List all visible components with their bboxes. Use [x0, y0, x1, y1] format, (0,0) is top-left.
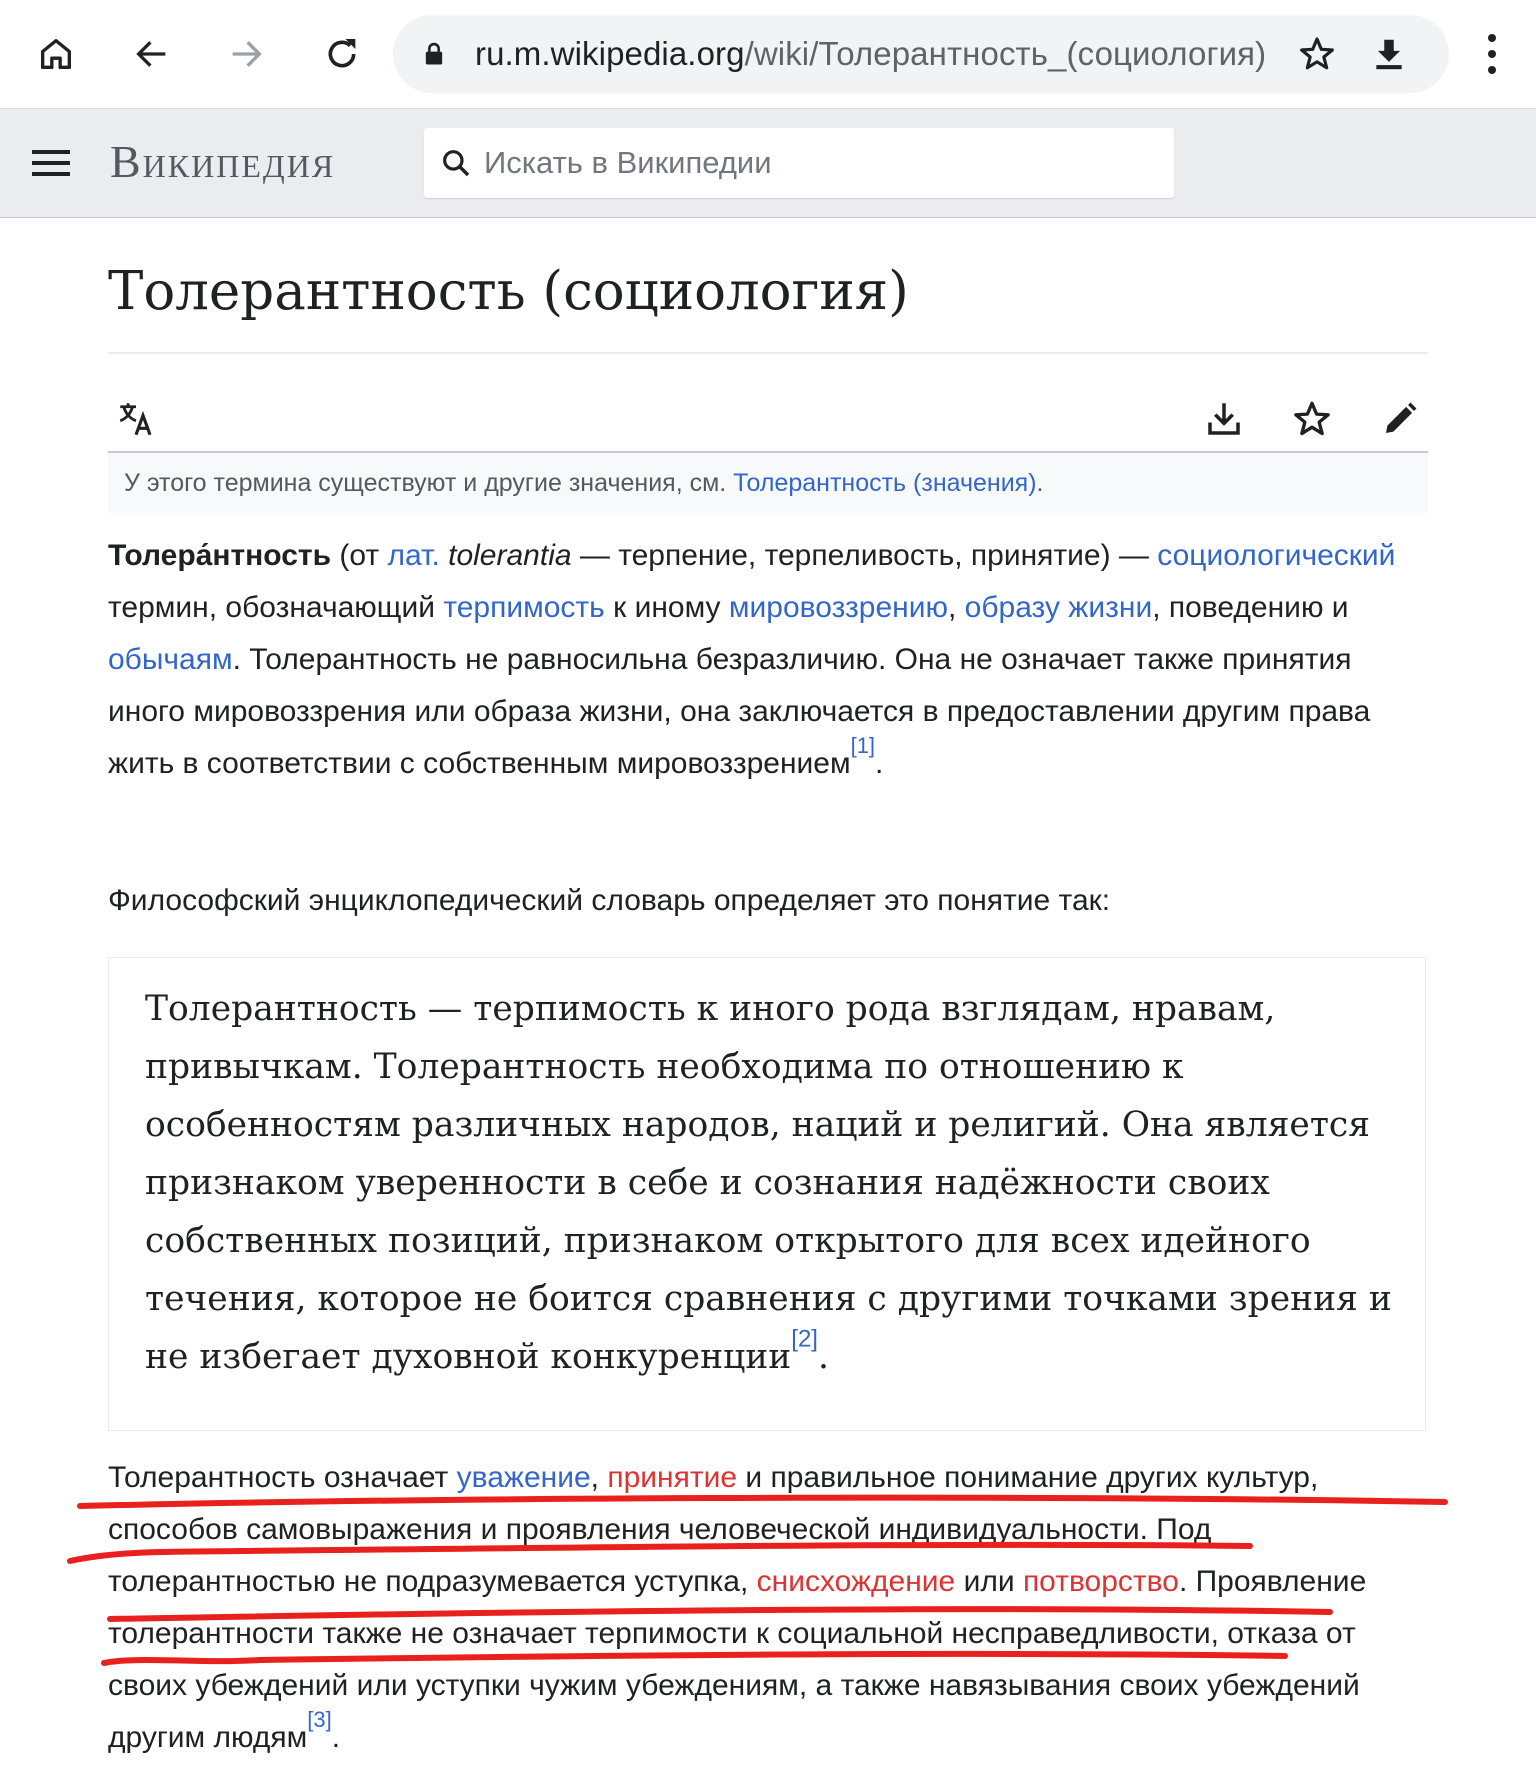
reload-icon	[322, 34, 362, 74]
reload-button[interactable]	[310, 22, 374, 86]
wiki-header	[0, 109, 1536, 218]
edit-pencil-icon	[1379, 398, 1421, 440]
url-path: /wiki/Толерантность_(социология)	[744, 35, 1267, 72]
hatnote-end: .	[1036, 469, 1044, 497]
text: ,	[590, 1461, 608, 1494]
page-actions	[108, 371, 1428, 461]
text: и правильное понимание других культур, способов самовыражения и проявления человеческой индивидуальности. Под толерантностью не подразумевается уступка,	[108, 1461, 1319, 1598]
text: . Проявление толерантности также не означает терпимости к социальной несправедливости, отказа от своих убеждений или уступки чужим убеждениям, а также навязывания своих убеждений другим людям	[108, 1565, 1367, 1754]
text: Толерантность означает	[108, 1461, 457, 1494]
download-page-button[interactable]	[1367, 32, 1411, 76]
search-icon	[440, 147, 472, 179]
text: .	[817, 1337, 829, 1377]
download-icon	[1370, 35, 1408, 73]
reference-2[interactable]: [2]	[791, 1325, 818, 1353]
wikipedia-logo[interactable]: Википедия	[110, 136, 336, 187]
text: , поведению и	[1152, 591, 1349, 624]
watch-star-icon	[1291, 398, 1333, 440]
hatnote-link[interactable]: Толерантность (значения)	[733, 469, 1037, 497]
search-input[interactable]	[484, 128, 1164, 198]
intro-paragraph	[108, 530, 1428, 790]
home-icon	[36, 34, 76, 74]
text: . Толерантность не равносильна безразличию. Она не означает также принятия иного мировоззрения или образа жизни, она заключается в предоставлении другим права жить в соответствии с собственным мировоззрением	[108, 643, 1371, 780]
browser-menu-button[interactable]	[1470, 26, 1514, 82]
back-arrow-icon	[132, 34, 172, 74]
home-button[interactable]	[24, 22, 88, 86]
text: термин, обозначающий	[108, 591, 444, 624]
text	[440, 539, 448, 572]
link-tolerance[interactable]: терпимость	[443, 591, 605, 624]
text: ,	[947, 591, 965, 624]
text: .	[331, 1721, 341, 1754]
url-domain: ru.m.wikipedia.org	[475, 35, 745, 72]
text: к иному	[604, 591, 729, 624]
tolerance-paragraph	[108, 1452, 1428, 1764]
redlink-condescension[interactable]: снисхождение	[756, 1565, 956, 1598]
hamburger-menu-icon	[24, 139, 80, 187]
address-bar[interactable]	[393, 15, 1449, 93]
link-worldview[interactable]: мировоззрению	[728, 591, 948, 624]
download-article-button[interactable]	[1200, 395, 1248, 443]
edit-button[interactable]	[1376, 395, 1424, 443]
url-text	[475, 15, 1266, 93]
blockquote	[108, 957, 1426, 1431]
bookmark-star-icon	[1297, 34, 1337, 74]
page-download-icon	[1203, 398, 1245, 440]
link-lifestyle[interactable]: образу жизни	[964, 591, 1153, 624]
search-box[interactable]	[424, 128, 1174, 198]
quote-text	[145, 980, 1405, 1386]
text: (от	[331, 539, 388, 572]
browser-toolbar	[0, 0, 1536, 109]
latin-term: tolerantia	[448, 539, 572, 572]
lock-icon	[420, 40, 448, 68]
bookmark-button[interactable]	[1295, 32, 1339, 76]
forward-button[interactable]	[214, 22, 278, 86]
text: — терпение, терпеливость, принятие) —	[571, 539, 1158, 572]
redlink-acceptance[interactable]: принятие	[607, 1461, 738, 1494]
forward-arrow-icon	[226, 34, 266, 74]
link-customs[interactable]: обычаям	[108, 643, 233, 676]
language-button[interactable]	[112, 395, 160, 443]
text: .	[875, 747, 884, 780]
back-button[interactable]	[120, 22, 184, 86]
hatnote-text: У этого термина существуют и другие значения, см.	[124, 469, 734, 497]
term-bold: Толера́нтность	[108, 539, 332, 572]
hatnote	[108, 451, 1428, 513]
redlink-indulgence[interactable]: потворство	[1022, 1565, 1179, 1598]
reference-3[interactable]: [3]	[307, 1707, 332, 1733]
link-lat[interactable]: лат.	[387, 539, 440, 572]
text: или	[955, 1565, 1023, 1598]
link-sociological[interactable]: социологический	[1157, 539, 1396, 572]
page-title: Толерантность (социология)	[108, 261, 909, 322]
main-menu-button[interactable]	[24, 139, 80, 187]
watch-button[interactable]	[1288, 395, 1336, 443]
reference-1[interactable]: [1]	[850, 733, 876, 759]
title-divider	[108, 352, 1428, 354]
more-vert-icon	[1470, 26, 1514, 82]
quote-body: Толерантность — терпимость к иного рода взглядам, нравам, привычкам. Толерантность необходима по отношению к особенностям различных народов, наций и религий. Она является признаком уверенности в себе и сознания надёжности своих собственных позиций, признаком открытого для всех идейного течения, которое не боится сравнения с другими точками зрения и не избегает духовной конкуренции	[145, 989, 1392, 1377]
link-respect[interactable]: уважение	[456, 1461, 591, 1494]
definition-intro: Философский энциклопедический словарь определяет это понятие так:	[108, 884, 1111, 917]
language-icon	[115, 398, 157, 440]
